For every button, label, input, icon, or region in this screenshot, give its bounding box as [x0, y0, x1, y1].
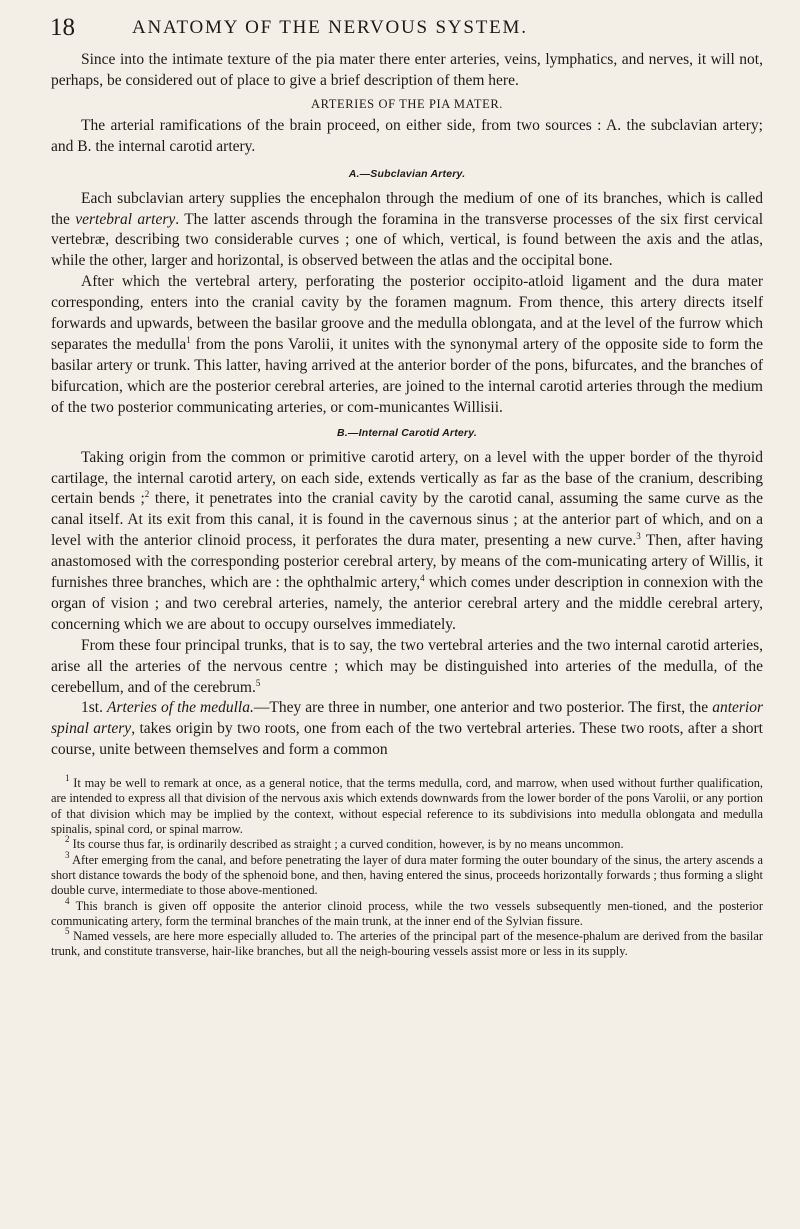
text-span: After which the vertebral artery, perforating the posterior occipito-atloid ligament and the dura mater corresponding, enters into the cranial cavity by the foramen magnum. From thence, this artery directs itself forwards and upwards, between the basilar groove and the medulla oblongata, and at the level of the furrow which separates the medulla — [51, 273, 763, 353]
text-span: , takes origin by two roots, one from each of the two vertebral arteries. These two roots, after a short course, unite between themselves and form a common — [51, 720, 763, 759]
subheading-subclavian: A.—Subclavian Artery. — [348, 167, 466, 180]
footnote-mark: 2 — [65, 834, 70, 845]
paragraph-internal-carotid — [51, 448, 763, 636]
footnote — [51, 895, 763, 930]
footnote-mark: 4 — [65, 895, 70, 906]
footnotes — [51, 773, 763, 960]
text-span: there, it penetrates into the cranial cavity by the carotid canal, assuming the same curve as the canal itself. At its exit from this canal, it is found in the cavernous sinus ; at the anterior part of which, and on a level with the anterior clinoid process, it perforates the dura mater, presenting a new curve. — [51, 490, 763, 550]
text-span: Each subclavian artery supplies the encephalon through the medium of one of its branches, which is called the — [51, 189, 763, 228]
footnote — [51, 834, 763, 852]
italic-term: vertebral artery — [75, 210, 176, 228]
footnote-ref: 1 — [186, 334, 191, 345]
page-number: 18 — [50, 14, 75, 41]
paragraph-four-trunks — [51, 636, 763, 699]
paragraph-medulla-arteries — [51, 698, 763, 761]
footnote-text: Its course thus far, is ordinarily described as straight ; a curved condition, however, is by no means uncommon. — [72, 837, 624, 852]
text-span: Taking origin from the common or primitive carotid artery, on a level with the upper border of the thyroid cartilage, the internal carotid artery, on each side, extends vertically as far as the base of the cranium, describing certain bends ; — [51, 448, 763, 508]
footnote-ref: 3 — [636, 531, 641, 542]
footnote-text: After emerging from the canal, and before penetrating the layer of dura mater forming the outer boundary of the sinus, the artery ascends a short distance towards the body of the sphenoid bone, and then, having entered the sinus, proceeds horizontally forwards ; thus forming a slight double curve, intermediate to those above-mentioned. — [51, 852, 763, 898]
page-header — [50, 14, 710, 44]
footnote-text: Named vessels, are here more especially alluded to. The arteries of the principal part of the mesence-phalum are derived from the basilar trunk, and constitute transverse, hair-like branches, but all the neigh-bouring vessels assist more or less in its supply. — [51, 929, 763, 959]
section-heading: ARTERIES OF THE PIA MATER. — [310, 96, 504, 111]
footnote-mark: 1 — [65, 773, 70, 784]
footnote — [51, 773, 763, 837]
footnote-text: This branch is given off opposite the anterior clinoid process, while the two vessels subsequently men-tioned, and the posterior communicating artery, form the terminal branches of the main trunk, at the inner end of the Sylvian fissure. — [51, 898, 763, 928]
footnote — [51, 926, 763, 960]
text-span: From these four principal trunks, that is to say, the two vertebral arteries and the two internal carotid arteries, arise all the arteries of the nervous centre ; which may be distinguished into arteries of the medulla, of the cerebellum, and of the cerebrum. — [51, 636, 763, 696]
subheading-internal-carotid: B.—Internal Carotid Artery. — [337, 426, 477, 439]
running-title: ANATOMY OF THE NERVOUS SYSTEM. — [132, 17, 528, 38]
footnote-mark: 5 — [65, 926, 70, 937]
text-span: . The latter ascends through the foramina in the transverse processes of the six first cervical vertebræ, describing two considerable curves ; one of which, vertical, is found between the axis and the atlas, while the other, larger and horizontal, is observed between the atlas and the occipital bone. — [51, 210, 763, 270]
main-text — [51, 50, 763, 960]
footnote — [51, 849, 763, 899]
intro-paragraph: Since into the intimate texture of the pia mater there enter arteries, veins, lymphatics, and nerves, it will not, perhaps, be considered out of place to give a brief description of them here. — [51, 51, 763, 89]
text-span: Then, after having anastomosed with the corresponding posterior cerebral artery, by means of the com-municating artery of Willis, it furnishes three branches, which are : the ophthalmic artery, — [51, 532, 763, 592]
text-span: 1st. — [81, 699, 108, 717]
text-span: —They are three in number, one anterior and two posterior. The first, the — [253, 699, 713, 717]
italic-term: anterior spinal artery — [51, 699, 764, 738]
paragraph-vertebral-artery — [51, 189, 763, 273]
italic-term: Arteries of the medulla. — [107, 699, 254, 717]
text-span: from the pons Varolii, it unites with the synonymal artery of the opposite side to form the basilar artery or trunk. This latter, having arrived at the anterior border of the pons, bifurcates, and the branches of bifurcation, which are the posterior cerebral arteries, are joined to the internal carotid arteries through the medium of the two posterior communicating arteries, or com-municantes Willisii. — [51, 335, 763, 416]
footnote-ref: 4 — [420, 573, 425, 584]
footnote-mark: 3 — [65, 849, 70, 860]
text-span: which comes under description in connexion with the organ of vision ; and two cerebral arteries, namely, the anterior cerebral artery and the middle cerebral artery, concerning which we are about to occupy ourselves immediately. — [51, 574, 763, 633]
paragraph-basilar-artery — [51, 272, 763, 418]
footnote-ref: 2 — [144, 489, 150, 500]
sources-paragraph: The arterial ramifications of the brain proceed, on either side, from two sources : A. the subclavian artery; and B. the internal carotid artery. — [51, 116, 763, 155]
footnote-ref: 5 — [255, 677, 261, 688]
footnote-text: It may be well to remark at once, as a general notice, that the terms medulla, cord, and marrow, when used without further qualification, are intended to express all that division of the nervous axis which extends downwards from the lower border of the pons Varolii, or any portion of that division which may be implied by the context, without especial reference to its subdivisions into medulla oblongata and medulla spinalis, spinal cord, or spinal marrow. — [51, 776, 763, 837]
